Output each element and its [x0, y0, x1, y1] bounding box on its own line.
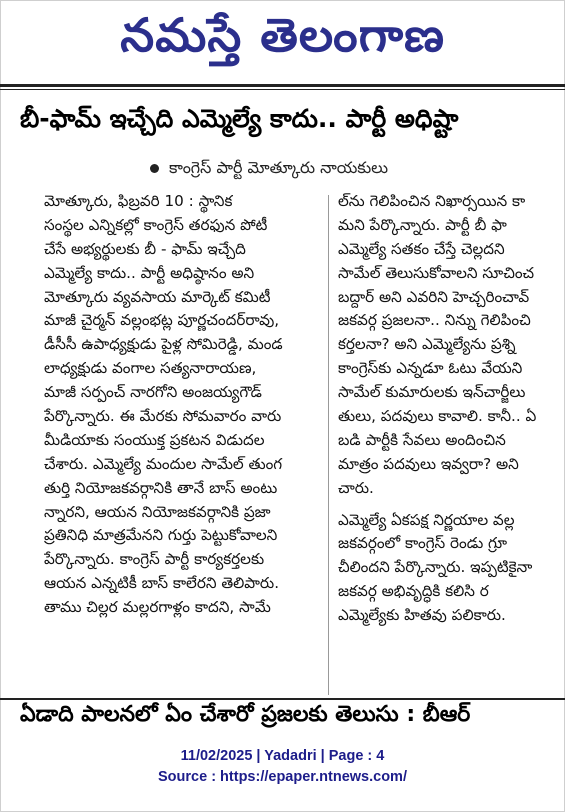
body-text-line: చారు.: [338, 478, 374, 497]
body-text-line: పేర్కొన్నారు. కాంగ్రెస్ పార్టీ కార్యకర్తలకు: [44, 550, 265, 569]
body-text-line: సంస్థల ఎన్నికల్లో కాంగ్రెస్ తరఫున పోటీ: [44, 215, 268, 234]
body-text-line: మీడియాకు సంయుక్త ప్రకటన విడుదల: [44, 430, 265, 449]
body-text-line: మోత్కూరు వ్యవసాయ మార్కెట్ కమిటీ: [44, 287, 271, 306]
article-subheadline: [150, 158, 550, 184]
body-text-line: మాత్రం పదవులు ఇవ్వరా? అని: [338, 454, 519, 473]
body-text-line: డీసీసీ ఉపాధ్యక్షుడు పైళ్ల సోమిరెడ్డి, మండ: [44, 335, 283, 354]
body-text-line: ల్‌ను గెలిపించిన నిఖార్సయిన కా: [338, 192, 526, 210]
edition-info: 11/02/2025 | Yadadri | Page : 4: [180, 748, 385, 764]
column-divider: [328, 195, 329, 695]
article-column-right: [338, 190, 565, 695]
body-text-line: న్నారని, ఆయన నియోజకవర్గానికి ప్రజా: [44, 502, 271, 521]
body-text-line: ఆయన ఎన్నటికీ బాస్ కాలేరని తెలిపారు.: [44, 574, 280, 593]
body-text-line: చేశారు. ఎమ్మెల్యే మందుల సామేల్ తుంగ: [44, 454, 283, 473]
body-text-line: తాము చిల్లర మల్లరగాళ్లం కాదని, సామే: [44, 598, 271, 617]
article-column-left: [44, 190, 320, 695]
body-text-line: మని పేర్కొన్నారు. పార్టీ బీ ఫా: [338, 215, 507, 234]
masthead-rule-thin: [0, 89, 565, 90]
masthead: [0, 0, 565, 82]
body-text-line: జకవర్గ అభివృద్ధికి కలిసి ర: [338, 582, 489, 601]
body-text-line: ఎమ్మెల్యే ఏకపక్ష నిర్ణయాల వల్ల: [338, 510, 515, 529]
body-text-line: చేసే అభ్యర్థులకు బీ - ఫామ్ ఇచ్చేది: [44, 239, 246, 258]
page-meta: [0, 746, 565, 788]
body-text-line: సామేల్ కుమారులకు ఇన్‌చార్జీలు: [338, 383, 526, 402]
body-text-line: తులు, పదవులు కావాలి. కానీ.. ఏ: [338, 407, 537, 426]
article-headline: బీ-ఫామ్ ఇచ్చేది ఎమ్మెల్యే కాదు.. పార్టీ అధిష్టా: [20, 104, 459, 133]
body-text-line: లాధ్యక్షుడు వంగాల సత్యనారాయణ,: [44, 359, 257, 378]
body-text-line: చీలిందని పేర్కొన్నారు. ఇప్పటికైనా: [338, 558, 533, 577]
body-text-line: పేర్కొన్నారు. ఈ మేరకు సోమవారం వారు: [44, 407, 282, 426]
body-text-line: మోత్కూరు, ఫిబ్రవరి 10 : స్థానిక: [44, 192, 233, 210]
newspaper-logo: నమస్తే తెలంగాణ: [120, 8, 445, 62]
subheadline-text: కాంగ్రెస్ పార్టీ మోత్కూరు నాయకులు: [169, 158, 389, 177]
paragraph-break: [338, 501, 565, 509]
body-text-line: జకవర్గంలో కాంగ్రెస్ రెండు గ్రూ: [338, 534, 508, 553]
body-text-line: సామేల్ తెలుసుకోవాలని సూచించ: [338, 263, 535, 282]
body-text-line: తుర్తి నియోజకవర్గానికి తానే బాస్ అంటు: [44, 478, 278, 497]
body-text-line: జకవర్గ ప్రజలనా.. నిన్ను గెలిపించి: [338, 311, 531, 330]
next-article-headline: ఏడాది పాలనలో ఏం చేశారో ప్రజలకు తెలుసు : బీఆర్: [20, 702, 471, 727]
section-rule: [0, 698, 565, 700]
body-text-line: ప్రతినిధి మాత్రమేనని గుర్తు పెట్టుకోవాలని: [44, 526, 278, 545]
body-text-line: మాజీ చైర్మన్ వల్లంభట్ల పూర్ణచందర్‌రావు,: [44, 311, 280, 330]
body-text-line: బద్దార్ అని ఎవరిని హెచ్చరించావ్: [338, 287, 530, 306]
body-text-line: ఎమ్మెల్యే కాదు.. పార్టీ అధిష్ఠానం అని: [44, 263, 255, 282]
source-link[interactable]: Source : https://epaper.ntnews.com/: [158, 769, 407, 785]
body-text-line: కర్తలనా? అని ఎమ్మెల్యేను ప్రశ్ని: [338, 335, 516, 354]
body-text-line: ఎమ్మెల్యే సతకం చేస్తే చెల్లదని: [338, 239, 505, 258]
body-text-line: మాజీ సర్పంచ్ నారగోని అంజయ్యగౌడ్: [44, 383, 262, 402]
body-text-line: కాంగ్రెస్‌కు ఎన్నడూ ఓటు వేయని: [338, 359, 523, 378]
bullet-icon: [150, 164, 159, 173]
body-text-line: ఎమ్మెల్యేకు హితవు పలికారు.: [338, 606, 506, 625]
masthead-rule: [0, 84, 565, 87]
body-text-line: బడి పార్టీకి సేవలు అందించిన: [338, 430, 506, 449]
